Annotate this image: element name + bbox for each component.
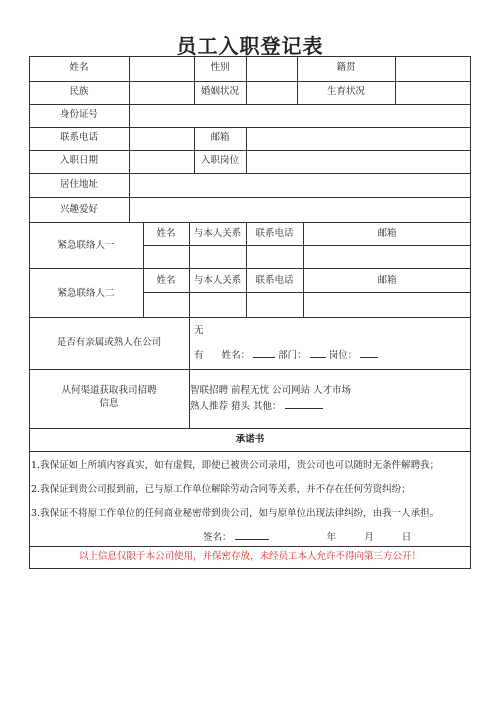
emergency-2-email-field[interactable]: [304, 293, 470, 316]
ethnicity-label: 民族: [69, 86, 89, 97]
native-place-label: 籍贯: [336, 62, 356, 73]
entry-post-field[interactable]: [247, 151, 470, 172]
row-divider: [29, 268, 471, 269]
year-label: 年: [326, 532, 337, 543]
emergency-relation-header: 与本人关系: [193, 275, 242, 286]
emergency-phone-header: 联系电话: [255, 228, 294, 239]
row-divider: [29, 222, 471, 223]
pledge-item-2: 2.我保证到贵公司报到前，已与原工作单位解除劳动合同等关系，并不存在任何劳资纠纷；: [31, 484, 411, 495]
gender-label: 性别: [210, 62, 230, 73]
fertility-status-field[interactable]: [396, 82, 470, 103]
channel-question-line1: 从何渠道获取我司招聘: [61, 385, 157, 396]
entry-date-label: 入职日期: [59, 155, 98, 166]
row-divider: [29, 317, 471, 318]
native-place-field[interactable]: [396, 57, 470, 80]
pledge-item-3: 3.我保证不将原工作单位的任何商业秘密带到贵公司，如与原单位出现法律纠纷，由我一人承担。: [31, 508, 440, 519]
id-number-field[interactable]: [130, 105, 470, 126]
emergency-relation-header: 与本人关系: [193, 228, 242, 239]
day-label: 日: [401, 532, 412, 543]
gender-field[interactable]: [247, 57, 296, 80]
relatives-post-blank[interactable]: [360, 348, 378, 358]
phone-label: 联系电话: [59, 132, 98, 143]
signature-line: [203, 530, 411, 544]
relatives-no-option[interactable]: 无: [194, 325, 204, 336]
emergency-1-relation-field[interactable]: [190, 246, 245, 267]
emergency-1-phone-field[interactable]: [247, 246, 302, 267]
id-number-label: 身份证号: [59, 109, 98, 120]
emergency-2-name-field[interactable]: [144, 293, 188, 316]
pledge-item-1: 1.我保证如上所填内容真实，如有虚假，即使已被贵公司录用，贵公司也可以随时无条件解聘我；: [31, 460, 440, 471]
relatives-dept-label: 部门：: [278, 350, 307, 361]
name-field[interactable]: [130, 57, 193, 80]
relatives-name-label: 姓名：: [221, 350, 251, 361]
channel-options-line2-row: [190, 399, 323, 413]
emergency-2-phone-field[interactable]: [247, 293, 302, 316]
marital-status-field[interactable]: [247, 82, 296, 103]
row-divider: [29, 546, 471, 547]
address-label: 居住地址: [59, 179, 98, 190]
month-label: 月: [364, 532, 374, 543]
entry-post-label: 入职岗位: [200, 155, 239, 166]
relatives-yes-line: [194, 348, 378, 362]
entry-date-field[interactable]: [130, 151, 193, 172]
hobbies-field[interactable]: [130, 198, 470, 221]
emergency-name-header: 姓名: [156, 228, 176, 239]
row-divider: [29, 451, 471, 452]
form-title: 员工入职登记表: [176, 34, 324, 58]
email-field[interactable]: [247, 128, 470, 149]
signature-label: 签名：: [203, 532, 232, 543]
emergency-email-header: 邮箱: [377, 228, 397, 239]
pledge-heading: 承诺书: [235, 434, 265, 445]
emergency-email-header: 邮箱: [377, 275, 397, 286]
emergency-name-header: 姓名: [156, 275, 176, 286]
emergency-contact-1-label: 紧急联络人一: [57, 240, 115, 251]
emergency-1-name-field[interactable]: [144, 246, 188, 267]
row-divider: [29, 369, 471, 370]
relatives-post-label: 岗位：: [328, 350, 358, 361]
email-label: 邮箱: [210, 132, 230, 143]
emergency-2-relation-field[interactable]: [190, 293, 245, 316]
address-field[interactable]: [130, 174, 470, 196]
relatives-dept-blank[interactable]: [310, 348, 326, 358]
emergency-phone-header: 联系电话: [255, 275, 294, 286]
channel-question-line2: 信息: [99, 398, 119, 409]
name-label: 姓名: [69, 62, 89, 73]
signature-blank[interactable]: [235, 530, 269, 540]
fertility-status-label: 生育状况: [326, 86, 365, 97]
channel-options-line2[interactable]: 熟人推荐 猎头 其他：: [190, 401, 282, 412]
ethnicity-field[interactable]: [130, 82, 193, 103]
relatives-yes-option[interactable]: 有: [194, 350, 204, 361]
hobbies-label: 兴趣爱好: [59, 204, 98, 215]
emergency-1-email-field[interactable]: [304, 246, 470, 267]
channel-other-blank[interactable]: [285, 399, 323, 409]
relatives-name-blank[interactable]: [253, 348, 275, 358]
privacy-notice: 以上信息仅限于本公司使用，并保密存放，未经员工本人允许不得向第三方公开！: [78, 551, 421, 562]
phone-field[interactable]: [130, 128, 193, 149]
emergency-contact-2-label: 紧急联络人二: [57, 288, 115, 299]
row-divider: [29, 428, 471, 429]
relatives-question: 是否有亲属或熟人在公司: [56, 337, 162, 348]
marital-status-label: 婚姻状况: [200, 86, 239, 97]
channel-options-line1[interactable]: 智联招聘 前程无忧 公司网站 人才市场: [190, 385, 352, 396]
